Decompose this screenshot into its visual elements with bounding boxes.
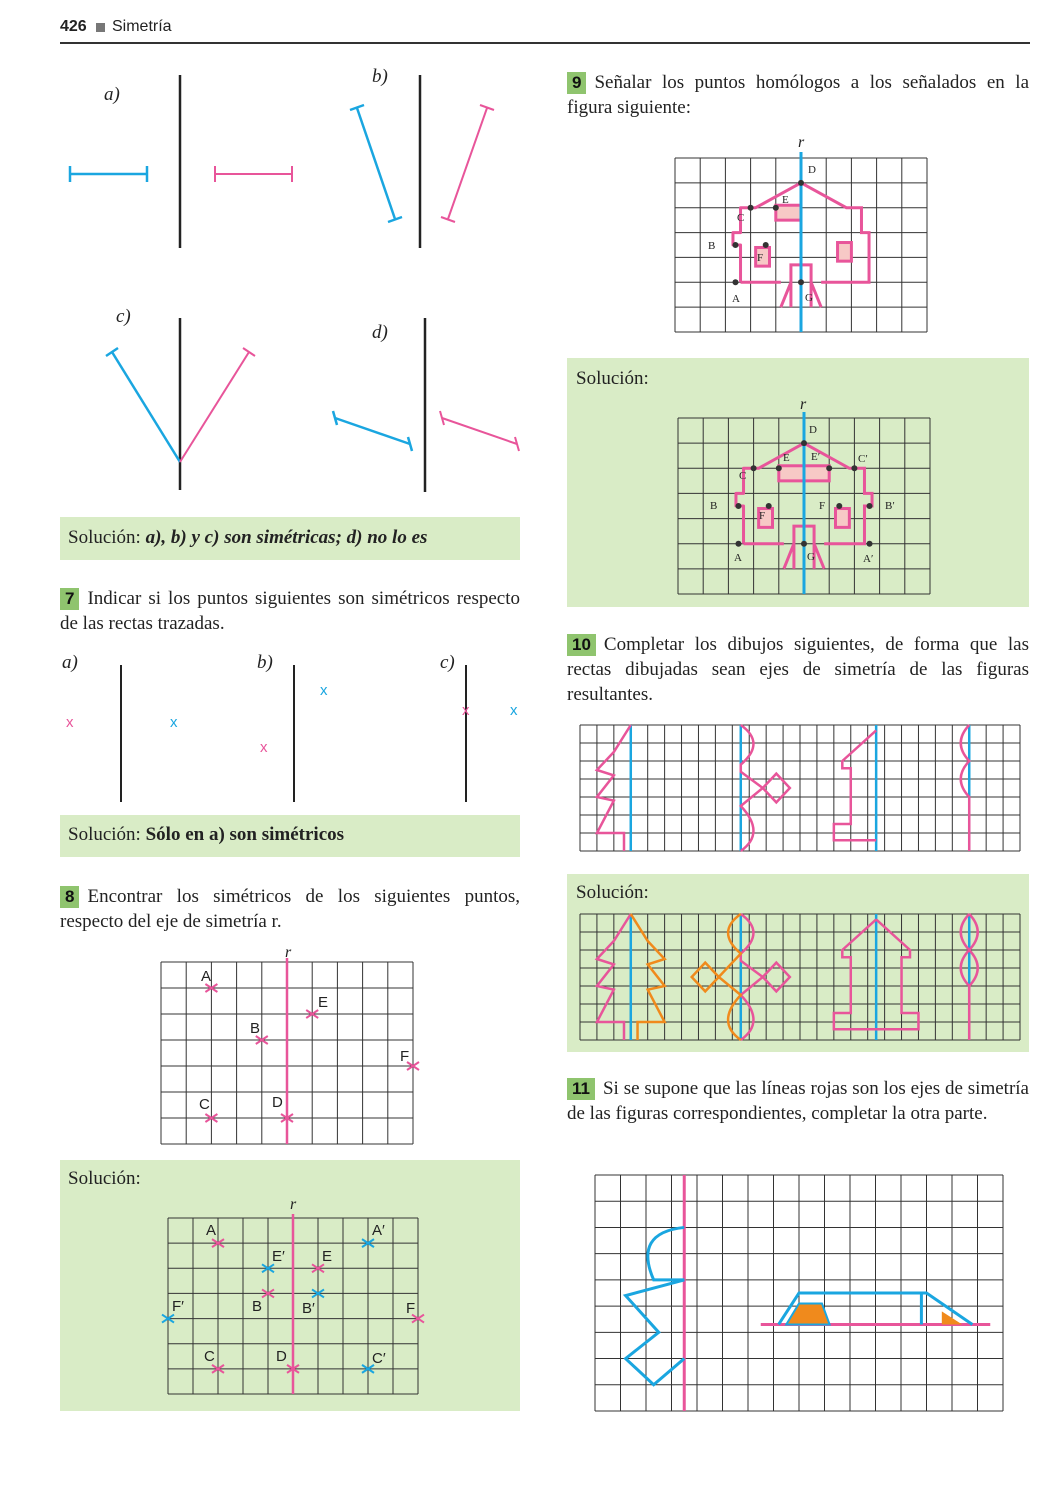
grid-8-labels <box>161 962 413 1144</box>
page-title: Simetría <box>112 18 172 35</box>
problem-7-number: 7 <box>60 588 79 610</box>
p8-point-F: F <box>400 1048 410 1065</box>
vase-half <box>961 725 969 851</box>
solution-7-answer: Sólo en a) son simétricos <box>145 824 345 845</box>
p9-point-F: F <box>757 252 764 264</box>
problem-9-number: 9 <box>567 72 586 94</box>
solution-6-prefix: Solución: <box>68 527 141 548</box>
flower-diamond <box>763 963 790 992</box>
s9-point-F-left: F <box>759 510 766 522</box>
s9-point-B-prime: B′ <box>885 500 895 512</box>
page-number: 426 <box>60 18 87 35</box>
problem-8-text: Encontrar los simétricos de los siguientes puntos, respecto del eje de simetría r. <box>60 886 520 932</box>
s9-point-G: G <box>807 551 815 563</box>
svg-text:x: x <box>320 682 328 699</box>
flower-mirror <box>719 914 741 1040</box>
problem-10-text: Completar los dibujos siguientes, de forma que las rectas dibujadas sean ejes de simetría de las figuras resultantes. <box>567 634 1029 705</box>
p8-point-C: C <box>199 1096 210 1113</box>
s8-point-D: D <box>276 1348 287 1365</box>
s9-point-F-right: F <box>819 500 826 512</box>
p8-point-B: B <box>250 1020 261 1037</box>
problem-8-number: 8 <box>60 886 79 908</box>
problem-11 <box>567 1076 1029 1126</box>
part-label-a: a) <box>104 84 120 105</box>
problem-10-number: 10 <box>567 634 596 656</box>
problem-11-number: 11 <box>567 1078 595 1100</box>
s9-point-C-prime: C′ <box>858 453 868 465</box>
problem-9 <box>567 70 1029 120</box>
s8-point-E-prime: E′ <box>272 1248 285 1265</box>
s8-point-A-prime: A′ <box>372 1222 385 1239</box>
solution-8-prefix: Solución: <box>68 1168 141 1189</box>
part-label-d: d) <box>372 322 388 343</box>
grid-9s-labels <box>678 418 930 594</box>
solution-box-7 <box>60 815 520 857</box>
flower-half <box>741 914 763 1040</box>
p9-point-G: G <box>805 292 813 304</box>
s8-point-B-prime: B′ <box>302 1300 315 1317</box>
car-window <box>786 1303 829 1324</box>
s9-point-C: C <box>739 470 747 482</box>
flower-half <box>741 725 763 851</box>
s9-point-B: B <box>710 500 718 512</box>
s9-axis-label: r <box>800 396 807 413</box>
s8-point-F-prime: F′ <box>172 1298 184 1315</box>
house-half <box>834 730 876 840</box>
problem-10 <box>567 632 1029 707</box>
s9-point-E-prime: E′ <box>811 451 821 463</box>
problem-8 <box>60 884 520 934</box>
p9-point-E: E <box>782 194 789 206</box>
grid-problem-11 <box>595 1175 1003 1411</box>
solution-7-prefix: Solución: <box>68 824 141 845</box>
svg-text:x: x <box>510 702 518 719</box>
p9-point-B: B <box>708 240 716 252</box>
p9-point-C: C <box>737 212 745 224</box>
p9-axis-label: r <box>798 134 805 151</box>
p8-point-A: A <box>201 968 212 985</box>
s8-point-C: C <box>204 1348 215 1365</box>
p8-axis-label: r <box>285 944 292 961</box>
part-label-b: b) <box>372 66 388 87</box>
p8-point-D: D <box>272 1094 283 1111</box>
p9-point-D: D <box>808 164 816 176</box>
problem-11-text: Si se supone que las líneas rojas son los ejes de simetría de las figuras correspondientes, completar la otra parte. <box>567 1078 1029 1124</box>
vase-mirror <box>969 914 977 1040</box>
solution-9-prefix: Solución: <box>576 368 649 389</box>
svg-text:x: x <box>66 714 74 731</box>
s8-point-C-prime: C′ <box>372 1350 386 1367</box>
s8-point-A: A <box>206 1222 217 1239</box>
p9-point-A: A <box>732 293 740 305</box>
flower-diamond-mirror <box>692 963 719 992</box>
svg-text:x: x <box>260 739 268 756</box>
problem-9-text: Señalar los puntos homólogos a los señalados en la figura siguiente: <box>567 72 1029 118</box>
house-mirror <box>876 919 918 1029</box>
svg-text:x: x <box>462 702 470 719</box>
s8-point-F: F <box>406 1300 416 1317</box>
part-label-c: c) <box>116 306 131 327</box>
vase-half <box>961 914 969 1040</box>
solution-6-answer: a), b) y c) son simétricas; d) no lo es <box>145 527 428 548</box>
s9-point-D: D <box>809 424 817 436</box>
problem-7-text: Indicar si los puntos siguientes son simétricos respecto de las rectas trazadas. <box>60 588 520 634</box>
svg-text:x: x <box>170 714 178 731</box>
grid-solution-10 <box>580 914 1020 1040</box>
solution-10-prefix: Solución: <box>576 882 649 903</box>
grid-8s-labels <box>168 1218 418 1394</box>
house-half <box>834 919 876 1029</box>
s8-point-E: E <box>322 1248 333 1265</box>
flower-diamond <box>763 774 790 803</box>
p7-label-c: c) <box>440 652 455 673</box>
p7-label-a: a) <box>62 652 78 673</box>
p8-point-E: E <box>318 994 329 1011</box>
grid-problem-10 <box>580 725 1020 851</box>
p7-label-b: b) <box>257 652 273 673</box>
s8-point-B: B <box>252 1298 263 1315</box>
s9-point-A-prime: A′ <box>863 553 874 565</box>
grid-9-labels <box>675 158 927 332</box>
s9-point-A: A <box>734 552 742 564</box>
s8-axis-label: r <box>290 1196 297 1213</box>
s9-point-E: E <box>783 452 790 464</box>
